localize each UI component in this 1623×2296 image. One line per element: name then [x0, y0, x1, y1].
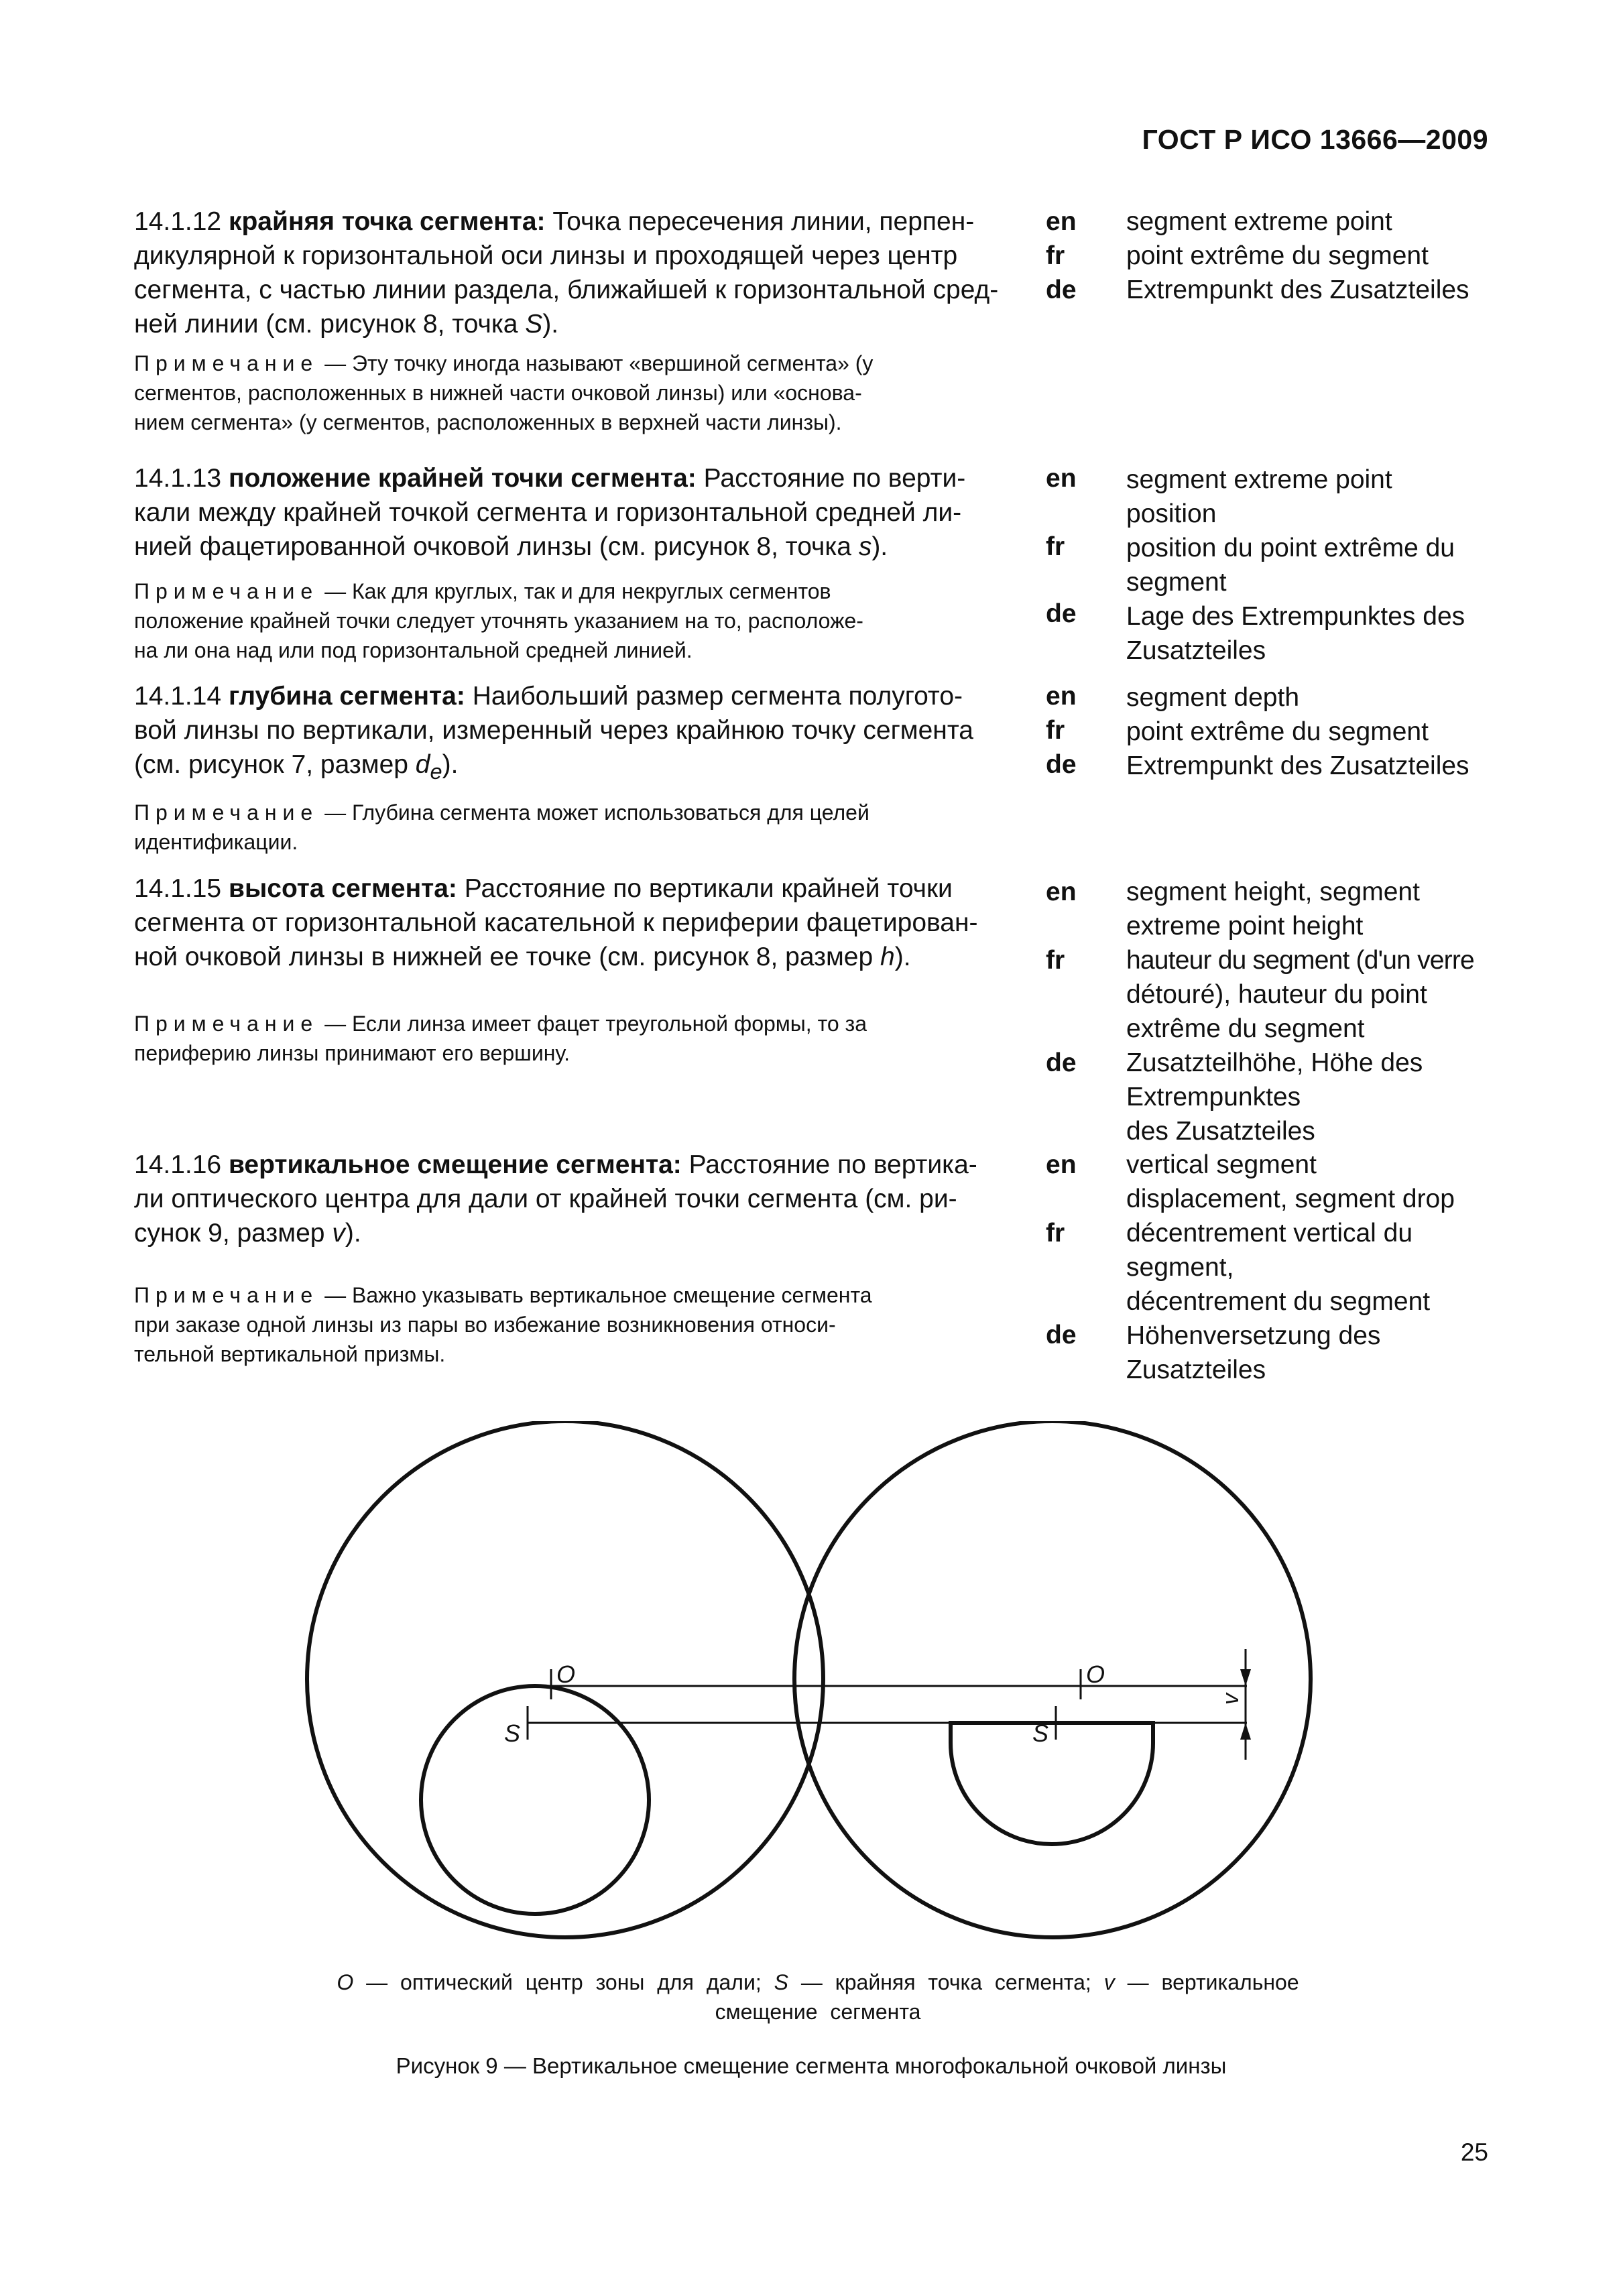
equivalent-fr: point extrême du segment	[1126, 717, 1429, 746]
lang-code-fr: fr	[1046, 716, 1065, 745]
label-s-left: S	[504, 1719, 521, 1747]
equivalent-en: extreme point height	[1126, 912, 1364, 941]
v-arrow-up	[1240, 1723, 1251, 1740]
equivalent-fr: extrême du segment	[1126, 1014, 1365, 1043]
v-arrow-down	[1240, 1669, 1251, 1686]
lang-codes-14-1-12	[1046, 204, 1086, 307]
equivalent-de: des Zusatzteiles	[1126, 1117, 1315, 1146]
right-flat-top-segment	[951, 1723, 1153, 1844]
equivalent-fr: point extrême du segment	[1126, 241, 1429, 270]
entry-term: крайняя точка сегмента:	[228, 207, 546, 236]
page-number: 25	[1460, 2138, 1488, 2166]
lang-code-en: en	[1046, 682, 1077, 711]
legend-text-s: — крайняя точка сегмента;	[788, 1970, 1104, 1994]
lang-code-de: de	[1046, 1048, 1077, 1077]
figure-caption: Рисунок 9 — Вертикальное смещение сегмента многофокальной очковой линзы	[396, 2053, 1227, 2078]
left-round-segment	[421, 1686, 649, 1914]
note-label: Примечание	[134, 351, 319, 375]
equivalent-en: segment extreme point	[1126, 465, 1392, 494]
equivalent-fr: hauteur du segment (d'un verre	[1126, 946, 1474, 975]
def-line: дикулярной к горизонтальной оси линзы и проходящей через центр	[134, 241, 958, 270]
equivalents-14-1-12	[1126, 204, 1502, 307]
lang-code-fr: fr	[1046, 241, 1065, 270]
def-line: нией фацетированной очковой линзы (см. рисунок 8, точка	[134, 532, 859, 561]
equivalent-fr: segment,	[1126, 1253, 1234, 1282]
lang-code-fr: fr	[1046, 532, 1065, 561]
entry-number: 14.1.15	[134, 874, 222, 903]
equivalents-14-1-15	[1126, 875, 1502, 1148]
equivalent-fr: détouré), hauteur du point	[1126, 980, 1427, 1009]
note-line: нием сегмента» (у сегментов, расположенных в верхней части линзы).	[134, 410, 842, 434]
def-line: ли оптического центра для дали от крайней точки сегмента (см. ри-	[134, 1185, 957, 1213]
def-symbol: s	[858, 532, 872, 561]
entry-number: 14.1.14	[134, 682, 222, 711]
def-line: кали между крайней точкой сегмента и горизонтальной средней ли-	[134, 498, 962, 527]
note-line: сегментов, расположенных в нижней части очковой линзы) или «основа-	[134, 381, 862, 405]
equivalent-de: Extrempunktes	[1126, 1083, 1301, 1111]
label-v: v	[1218, 1693, 1244, 1705]
note-label: Примечание	[134, 800, 319, 825]
label-o-right: O	[1086, 1660, 1105, 1688]
entry-number: 14.1.13	[134, 464, 222, 493]
entry-term: положение крайней точки сегмента:	[228, 464, 697, 493]
lang-codes-14-1-14	[1046, 679, 1086, 782]
legend-text-v: — вертикальное	[1114, 1970, 1299, 1994]
note-line: идентификации.	[134, 830, 298, 854]
def-line: Расстояние по вертика-	[688, 1150, 977, 1179]
equivalent-de: Lage des Extrempunktes des	[1126, 602, 1465, 631]
lang-code-fr: fr	[1046, 1219, 1065, 1248]
entry-14-1-15-note	[134, 1009, 1019, 1068]
def-line: Наибольший размер сегмента полугото-	[472, 682, 963, 711]
def-end: ).	[345, 1219, 361, 1248]
entry-term: глубина сегмента:	[228, 682, 465, 711]
note-line: периферию линзы принимают его вершину.	[134, 1041, 570, 1065]
label-s-right: S	[1032, 1719, 1049, 1747]
equivalent-fr: position du point extrême du	[1126, 534, 1455, 562]
def-line: сегмента от горизонтальной касательной к периферии фацетирован-	[134, 908, 978, 937]
equivalents-14-1-13	[1126, 463, 1502, 668]
right-lens-outline	[794, 1421, 1311, 1937]
def-line: вой линзы по вертикали, измеренный через крайнюю точку сегмента	[134, 716, 973, 745]
equivalent-fr: décentrement vertical du	[1126, 1219, 1413, 1248]
lang-code-en: en	[1046, 1150, 1077, 1179]
def-line: Расстояние по верти-	[703, 464, 966, 493]
note-line: — Как для круглых, так и для некруглых сегментов	[318, 579, 831, 603]
note-line: при заказе одной линзы из пары во избежание возникновения относи-	[134, 1313, 836, 1337]
def-line: ней линии (см. рисунок 8, точка	[134, 310, 526, 339]
note-label: Примечание	[134, 1012, 319, 1036]
def-symbol: v	[332, 1219, 345, 1248]
equivalent-de: Zusatzteilhöhe, Höhe des	[1126, 1048, 1423, 1077]
note-line: тельной вертикальной призмы.	[134, 1342, 446, 1366]
note-line: — Глубина сегмента может использоваться для целей	[318, 800, 869, 825]
lang-code-en: en	[1046, 207, 1077, 236]
entry-14-1-14-definition	[134, 679, 1019, 789]
lang-code-de: de	[1046, 1321, 1077, 1349]
entry-number: 14.1.12	[134, 207, 222, 236]
lang-code-de: de	[1046, 750, 1077, 779]
def-symbol: d	[415, 750, 430, 779]
equivalent-de: Zusatzteiles	[1126, 636, 1266, 665]
note-line: — Если линза имеет фацет треугольной формы, то за	[318, 1012, 867, 1036]
entry-14-1-12-note	[134, 349, 1019, 437]
def-end: ).	[894, 943, 911, 971]
legend-line-2: смещение сегмента	[715, 2000, 921, 2024]
equivalents-14-1-16	[1126, 1148, 1502, 1387]
def-line: Расстояние по вертикали крайней точки	[464, 874, 953, 903]
equivalent-en: vertical segment	[1126, 1150, 1317, 1179]
lang-code-en: en	[1046, 464, 1077, 493]
entry-14-1-16-definition	[134, 1148, 1019, 1250]
standard-header: ГОСТ Р ИСО 13666—2009	[1142, 124, 1488, 155]
entry-number: 14.1.16	[134, 1150, 222, 1179]
lang-code-fr: fr	[1046, 946, 1065, 975]
def-line: сунок 9, размер	[134, 1219, 333, 1248]
lang-code-en: en	[1046, 878, 1077, 906]
equivalent-en: segment extreme point	[1126, 207, 1392, 236]
lang-code-de: de	[1046, 599, 1077, 628]
equivalent-en: displacement, segment drop	[1126, 1185, 1455, 1213]
equivalent-en: segment height, segment	[1126, 878, 1420, 906]
equivalents-14-1-14	[1126, 680, 1502, 783]
figure-legend	[288, 1968, 1347, 2027]
def-end: ).	[442, 750, 459, 779]
note-label: Примечание	[134, 1283, 319, 1307]
entry-14-1-15-definition	[134, 871, 1019, 974]
equivalent-de: Extrempunkt des Zusatzteiles	[1126, 751, 1469, 780]
legend-text-o: — оптический центр зоны для дали;	[353, 1970, 774, 1994]
def-end: ).	[542, 310, 559, 339]
entry-term: высота сегмента:	[228, 874, 457, 903]
def-symbol: h	[880, 943, 895, 971]
equivalent-de: Zusatzteiles	[1126, 1355, 1266, 1384]
note-line: положение крайней точки следует уточнять указанием на то, расположе-	[134, 609, 863, 633]
def-symbol: S	[525, 310, 543, 339]
def-subscript: e	[430, 759, 442, 784]
lang-code-de: de	[1046, 276, 1077, 304]
equivalent-en: segment depth	[1126, 683, 1300, 712]
def-line: ной очковой линзы в нижней ее точке (см. рисунок 8, размер	[134, 943, 881, 971]
legend-symbol-v: v	[1103, 1970, 1115, 1994]
equivalent-fr: décentrement du segment	[1126, 1287, 1431, 1316]
entry-14-1-13-definition	[134, 461, 1019, 564]
entry-term: вертикальное смещение сегмента:	[228, 1150, 682, 1179]
equivalent-de: Extrempunkt des Zusatzteiles	[1126, 276, 1469, 304]
def-line: сегмента, с частью линии раздела, ближайшей к горизонтальной сред-	[134, 276, 999, 304]
def-line: Точка пересечения линии, перпен-	[552, 207, 975, 236]
equivalent-de: Höhenversetzung des	[1126, 1321, 1381, 1350]
legend-symbol-s: S	[774, 1970, 788, 1994]
def-end: ).	[871, 532, 888, 561]
entry-14-1-13-note	[134, 577, 1019, 665]
note-line: — Эту точку иногда называют «вершиной сегмента» (у	[318, 351, 874, 375]
label-o-left: O	[556, 1660, 576, 1688]
note-line: — Важно указывать вертикальное смещение сегмента	[318, 1283, 872, 1307]
note-line: на ли она над или под горизонтальной средней линией.	[134, 638, 693, 662]
figure-9-diagram	[0, 1421, 1623, 1957]
legend-symbol-o: O	[337, 1970, 354, 1994]
def-line: (см. рисунок 7, размер	[134, 750, 416, 779]
equivalent-en: position	[1126, 499, 1217, 528]
equivalent-fr: segment	[1126, 568, 1227, 597]
entry-14-1-14-note	[134, 798, 1019, 857]
entry-14-1-12-definition	[134, 204, 1019, 341]
entry-14-1-16-note	[134, 1280, 1019, 1369]
note-label: Примечание	[134, 579, 319, 603]
